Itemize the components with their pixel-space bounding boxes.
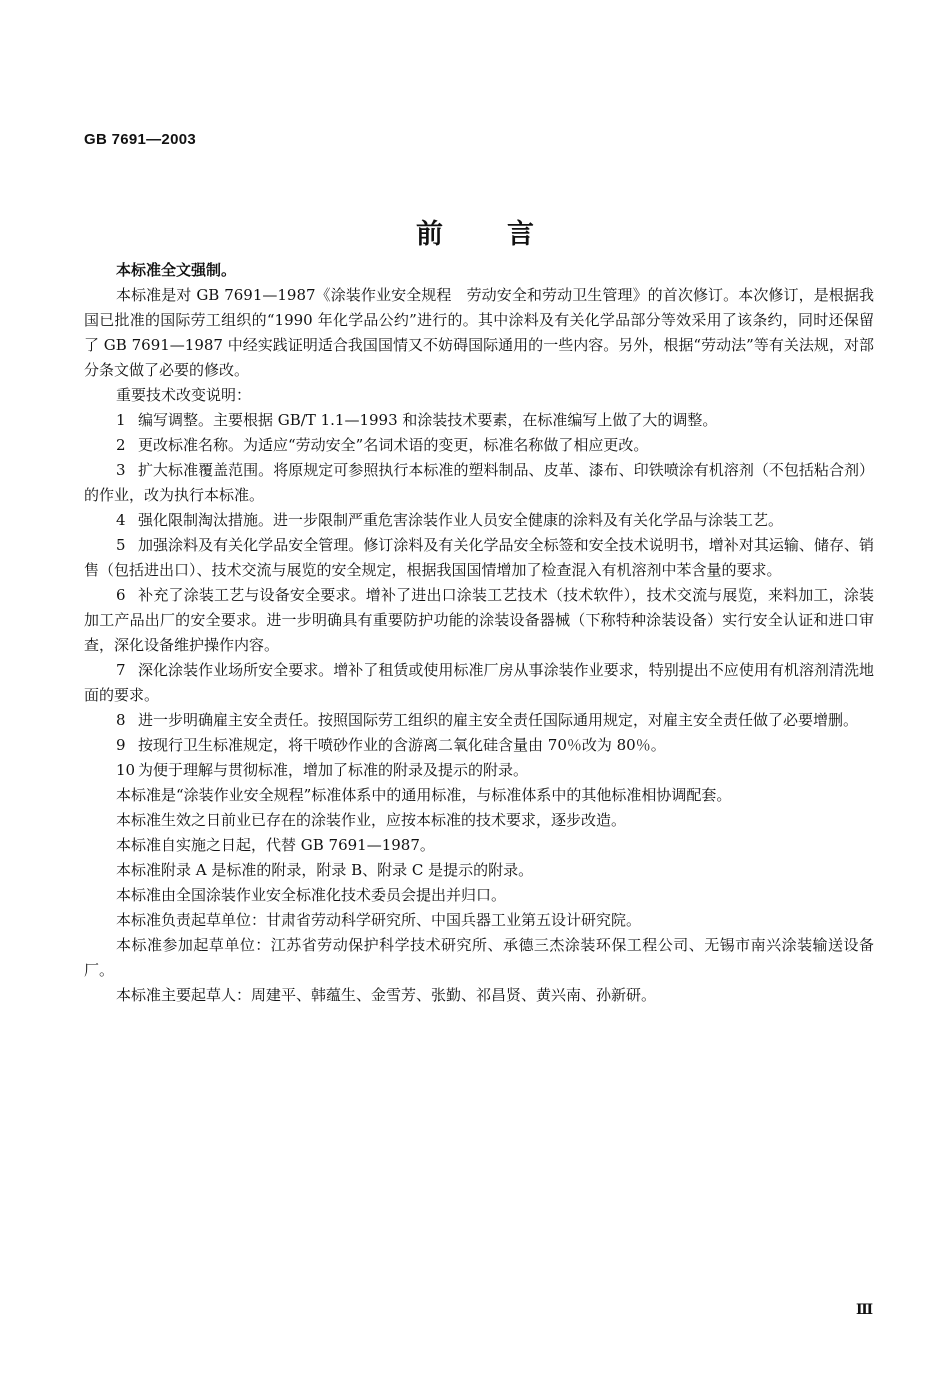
page-title: 前言 bbox=[416, 219, 598, 250]
change-number: 4 bbox=[116, 511, 126, 529]
change-number: 2 bbox=[116, 436, 126, 454]
closing-paragraph: 本标准自实施之日起，代替 GB 7691—1987。 bbox=[116, 836, 435, 854]
mandatory-statement: 本标准全文强制。 bbox=[116, 261, 237, 279]
change-number: 3 bbox=[116, 461, 126, 479]
document-body bbox=[84, 258, 874, 1008]
closing-paragraph: 本标准生效之日前业已存在的涂装作业，应按本标准的技术要求，逐步改造。 bbox=[116, 811, 627, 829]
change-text: 深化涂装作业场所安全要求。增补了租赁或使用标准厂房从事涂装作业要求，特别提出不应使用有机溶剂清洗地面的要求。 bbox=[84, 661, 874, 704]
change-item bbox=[84, 708, 874, 733]
change-text: 扩大标准覆盖范围。将原规定可参照执行本标准的塑料制品、皮革、漆布、印铁喷涂有机溶剂（不包括粘合剂）的作业，改为执行本标准。 bbox=[84, 461, 874, 504]
change-item bbox=[84, 408, 874, 433]
closing-paragraph: 本标准是“涂装作业安全规程”标准体系中的通用标准，与标准体系中的其他标准相协调配套。 bbox=[116, 786, 732, 804]
change-text: 编写调整。主要根据 GB/T 1.1—1993 和涂装技术要素，在标准编写上做了大的调整。 bbox=[138, 411, 718, 429]
change-number: 5 bbox=[116, 536, 126, 554]
change-text: 进一步明确雇主安全责任。按照国际劳工组织的雇主安全责任国际通用规定，对雇主安全责任做了必要增删。 bbox=[138, 711, 859, 729]
closing-paragraph: 本标准负责起草单位：甘肃省劳动科学研究所、中国兵器工业第五设计研究院。 bbox=[116, 911, 642, 929]
change-text: 强化限制淘汰措施。进一步限制严重危害涂装作业人员安全健康的涂料及有关化学品与涂装工艺。 bbox=[138, 511, 784, 529]
closing-paragraph: 本标准附录 A 是标准的附录，附录 B、附录 C 是提示的附录。 bbox=[116, 861, 534, 879]
change-text: 加强涂料及有关化学品安全管理。修订涂料及有关化学品安全标签和安全技术说明书，增补对其运输、储存、销售（包括进出口）、技术交流与展览的安全规定，根据我国国情增加了检查混入有机溶剂中苯含量的要求。 bbox=[84, 536, 874, 579]
change-item bbox=[84, 758, 874, 783]
change-number: 6 bbox=[116, 586, 126, 604]
change-text: 更改标准名称。为适应“劳动安全”名词术语的变更，标准名称做了相应更改。 bbox=[138, 436, 649, 454]
change-item bbox=[84, 658, 874, 708]
change-item bbox=[84, 508, 874, 533]
change-number: 10 bbox=[116, 761, 136, 779]
standard-code: GB 7691—2003 bbox=[84, 131, 197, 148]
intro-paragraph: 本标准是对 GB 7691—1987《涂装作业安全规程 劳动安全和劳动卫生管理》的首次修订。本次修订，是根据我国已批准的国际劳工组织的“1990 年化学品公约”进行的。其中涂料及有关化学品部分等效采用了该条约，同时还保留了 GB 7691—1987 中经实践证明适合我国国情又不妨碍国际通用的一些内容。另外，根据“劳动法”等有关法规，对部分条文做了必要的修改。 bbox=[84, 286, 874, 379]
change-item bbox=[84, 458, 874, 508]
change-number: 7 bbox=[116, 661, 126, 679]
change-item bbox=[84, 733, 874, 758]
changes-heading: 重要技术改变说明： bbox=[116, 386, 252, 404]
change-number: 1 bbox=[116, 411, 126, 429]
change-text: 补充了涂装工艺与设备安全要求。增补了进出口涂装工艺技术（技术软件），技术交流与展览，来料加工，涂装加工产品出厂的安全要求。进一步明确具有重要防护功能的涂装设备器械（下称特种涂装设备）实行安全认证和进口审查，深化设备维护操作内容。 bbox=[84, 586, 874, 654]
closing-paragraph: 本标准主要起草人：周建平、韩蕴生、金雪芳、张勤、祁昌贤、黄兴南、孙新研。 bbox=[116, 986, 657, 1004]
page-number: Ⅲ bbox=[856, 1302, 874, 1318]
change-number: 9 bbox=[116, 736, 126, 754]
closing-paragraph: 本标准由全国涂装作业安全标准化技术委员会提出并归口。 bbox=[116, 886, 507, 904]
change-text: 为便于理解与贯彻标准，增加了标准的附录及提示的附录。 bbox=[138, 761, 529, 779]
change-item bbox=[84, 433, 874, 458]
change-item bbox=[84, 583, 874, 658]
change-number: 8 bbox=[116, 711, 126, 729]
change-text: 按现行卫生标准规定，将干喷砂作业的含游离二氧化硅含量由 70％改为 80％。 bbox=[138, 736, 666, 754]
change-item bbox=[84, 533, 874, 583]
closing-paragraph: 本标准参加起草单位：江苏省劳动保护科学技术研究所、承德三杰涂装环保工程公司、无锡市南兴涂装输送设备厂。 bbox=[84, 936, 874, 979]
